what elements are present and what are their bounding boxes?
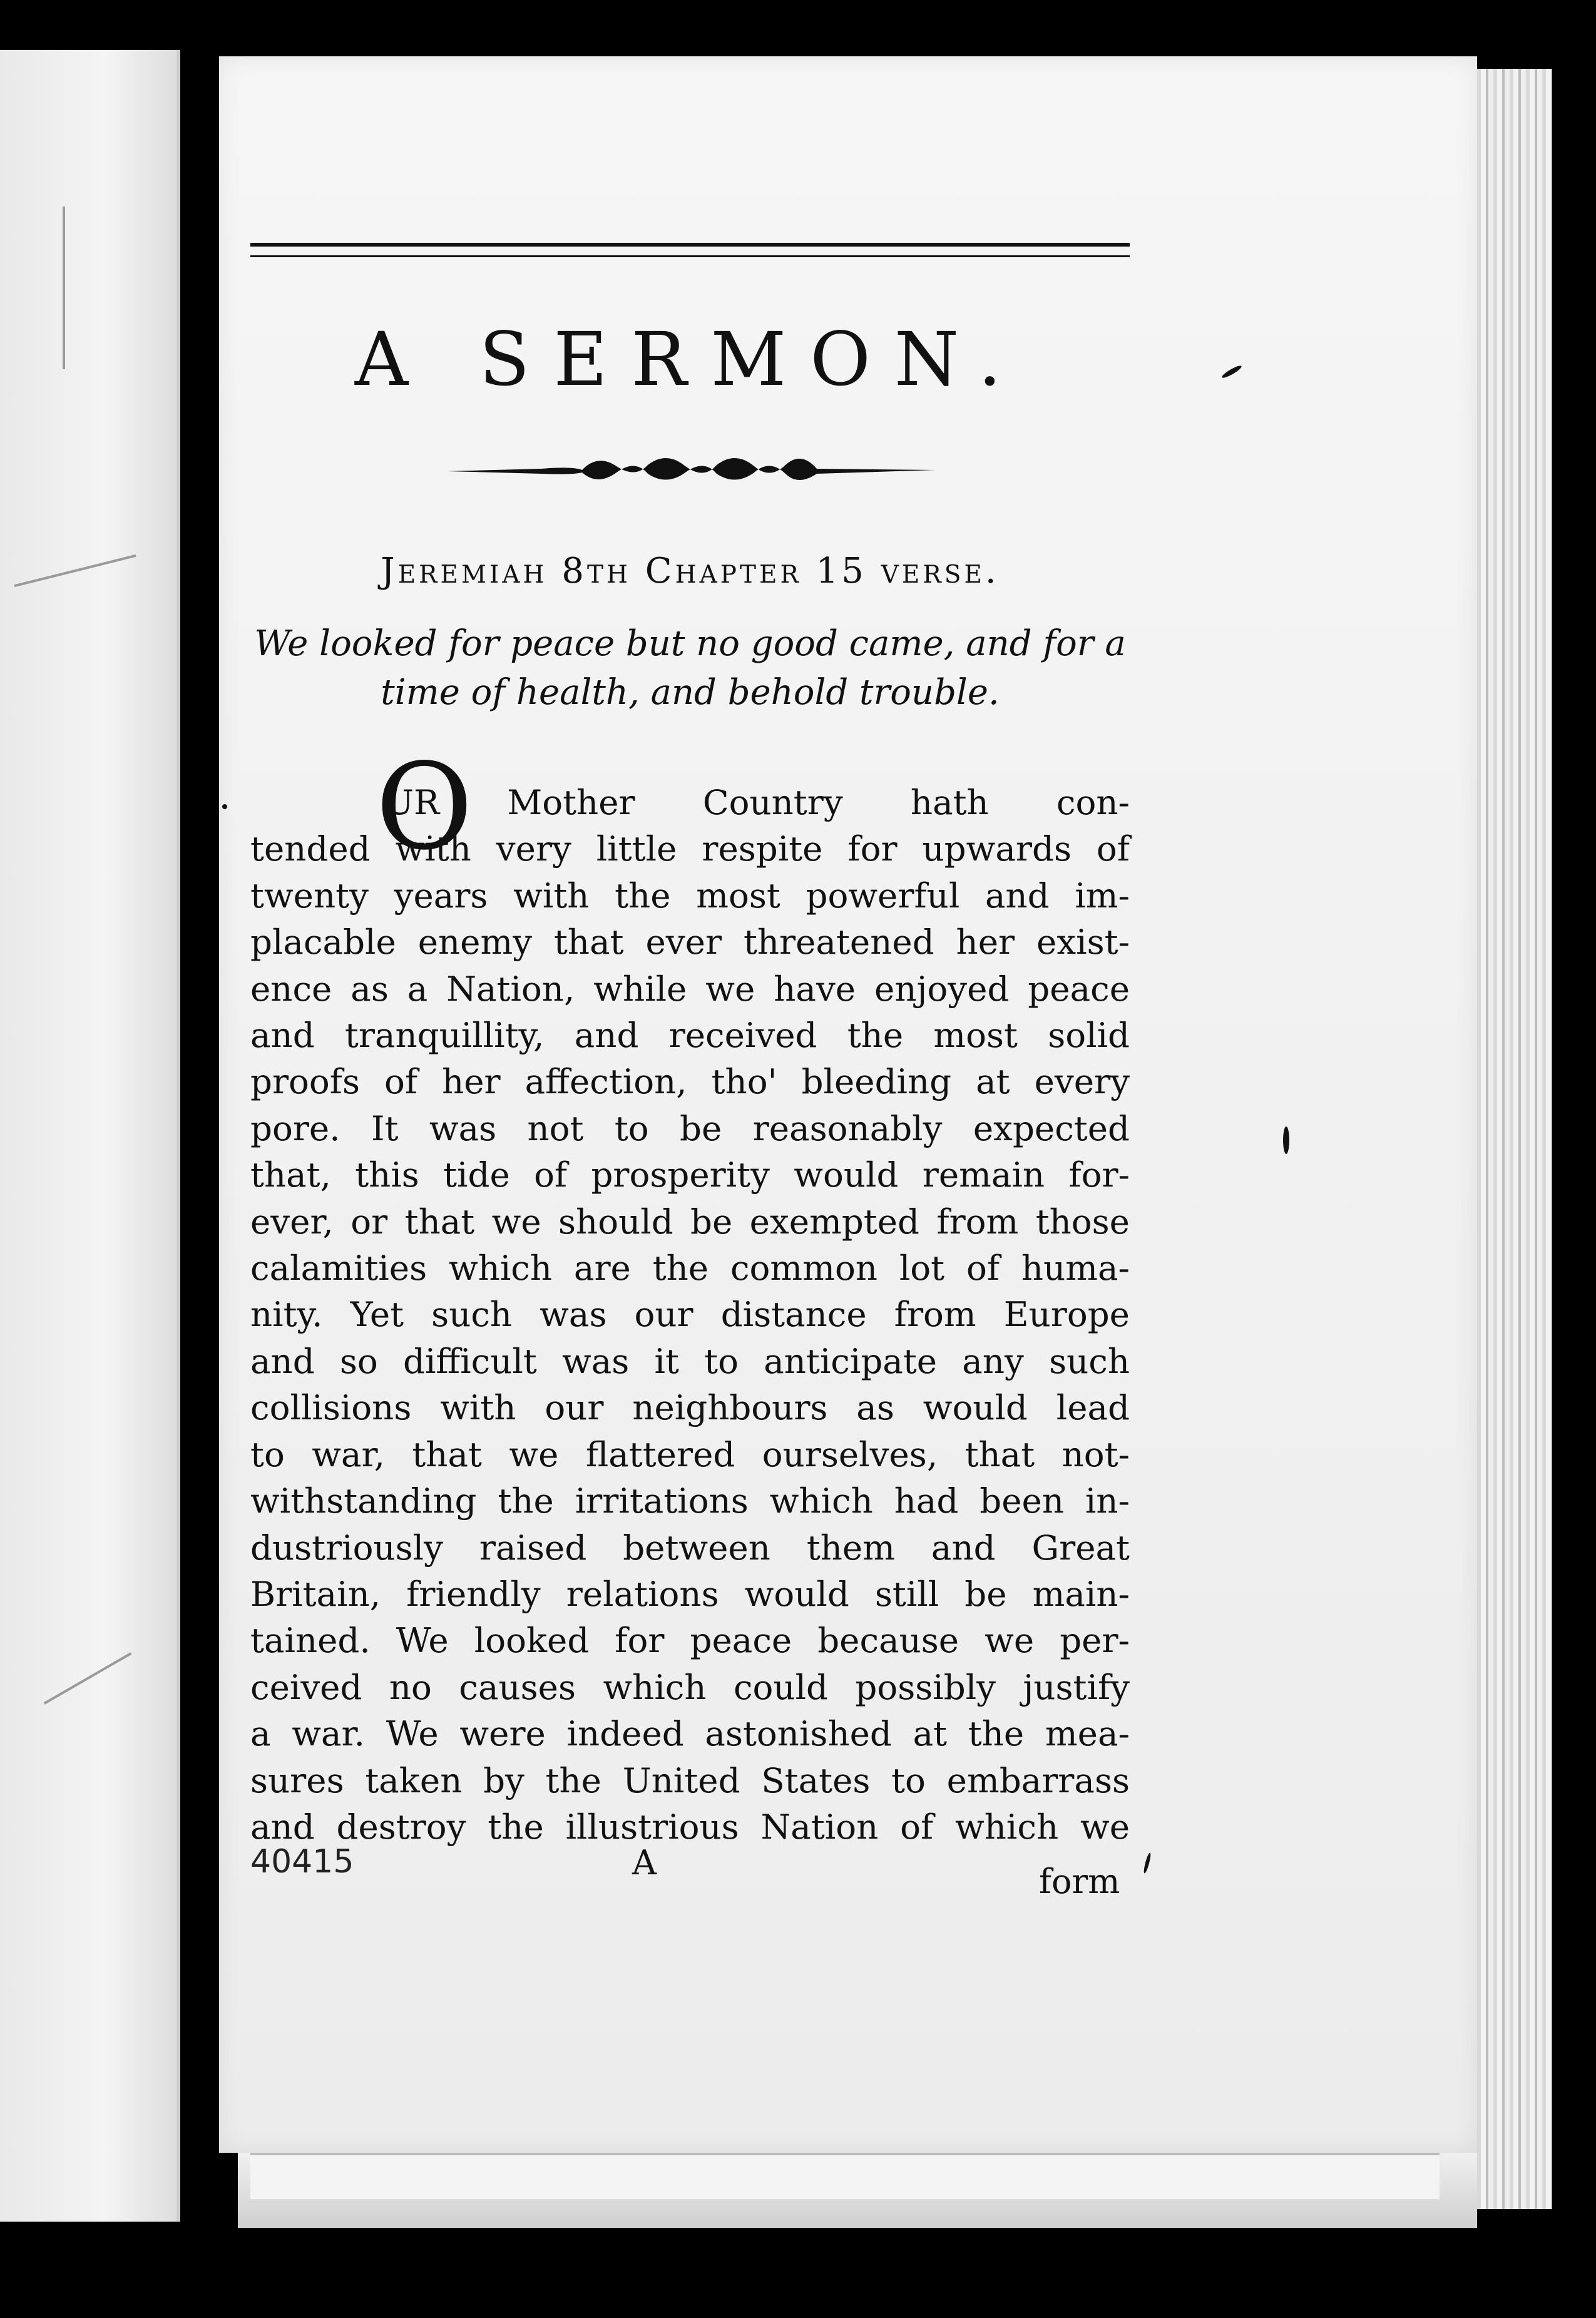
page-title: A SERMON. bbox=[354, 316, 1026, 402]
body-line: ceived no causes which could possibly justify bbox=[250, 1667, 1130, 1707]
body-line: Britain, friendly relations would still be main- bbox=[250, 1573, 1130, 1614]
ornament-divider bbox=[448, 447, 936, 491]
body-line: withstanding the irritations which had been in- bbox=[250, 1481, 1130, 1521]
body-line: sures taken by the United States to embarrass bbox=[250, 1760, 1130, 1800]
epigraph-line-2: time of health, and behold trouble. bbox=[381, 672, 1000, 713]
body-line: placable enemy that ever threatened her exist- bbox=[250, 922, 1130, 962]
body-line: a war. We were indeed astonished at the mea- bbox=[250, 1713, 1130, 1754]
page-crease bbox=[14, 554, 136, 587]
body-line: UR Mother Country hath con- bbox=[385, 782, 1130, 822]
body-line: dustriously raised between them and Great bbox=[250, 1527, 1130, 1568]
top-rule-thin bbox=[250, 255, 1130, 257]
body-line: ever, or that we should be exempted from those bbox=[250, 1201, 1130, 1242]
body-line: pore. It was not to be reasonably expected bbox=[250, 1108, 1130, 1148]
body-line: calamities which are the common lot of huma- bbox=[250, 1248, 1130, 1289]
body-line: tended with very little respite for upwards of bbox=[250, 829, 1130, 869]
ink-speck bbox=[222, 804, 227, 809]
signature-mark: A bbox=[632, 1843, 657, 1882]
page-crease bbox=[63, 207, 65, 369]
body-line: collisions with our neighbours as would lead bbox=[250, 1387, 1130, 1428]
drop-cap: O bbox=[376, 738, 473, 876]
catchword: form bbox=[1039, 1862, 1120, 1901]
body-line: that, this tide of prosperity would remain for- bbox=[250, 1155, 1130, 1195]
left-page-sliver bbox=[0, 50, 180, 2222]
body-line: and tranquillity, and received the most solid bbox=[250, 1015, 1130, 1056]
epigraph-line-1: We looked for peace but no good came, and for a bbox=[254, 623, 1126, 664]
page-edge-right bbox=[1477, 69, 1552, 2209]
page-edge-bottom-lower bbox=[250, 2153, 1440, 2199]
epigraph bbox=[250, 620, 1130, 717]
body-line: twenty years with the most powerful and im- bbox=[250, 875, 1130, 916]
body-line: proofs of her affection, tho' bleeding at every bbox=[250, 1061, 1130, 1102]
ink-speck bbox=[1283, 1126, 1289, 1154]
body-line: to war, that we flattered ourselves, that not- bbox=[250, 1434, 1130, 1474]
scripture-reference: Jeremiah 8th Chapter 15 verse. bbox=[381, 551, 1000, 591]
body-line: tained. We looked for peace because we per- bbox=[250, 1620, 1130, 1661]
page-crease bbox=[44, 1652, 132, 1704]
body-line: nity. Yet such was our distance from Europe bbox=[250, 1294, 1130, 1335]
body-line: and so difficult was it to anticipate any such bbox=[250, 1340, 1130, 1381]
top-rule-thick bbox=[250, 243, 1130, 247]
body-line: and destroy the illustrious Nation of which we bbox=[250, 1806, 1130, 1847]
body-line: ence as a Nation, while we have enjoyed peace bbox=[250, 968, 1130, 1009]
body-text bbox=[250, 779, 1130, 1850]
catalog-number: 40415 bbox=[250, 1843, 354, 1881]
